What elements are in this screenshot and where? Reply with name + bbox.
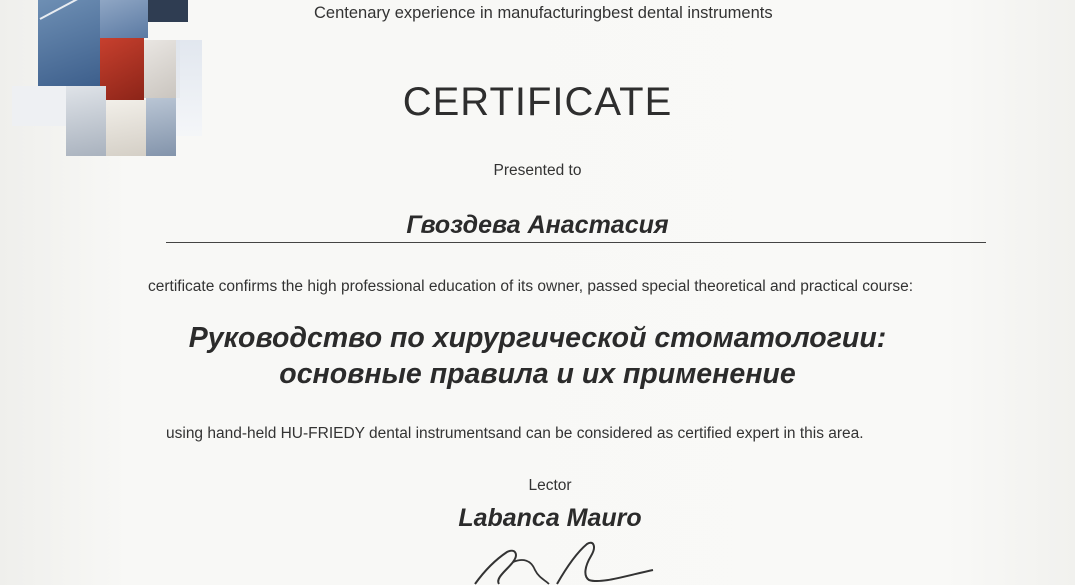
certificate-title: CERTIFICATE [402, 80, 673, 124]
confirmation-text: certificate confirms the high professional education of its owner, passed special theoretical and practical course: [148, 278, 914, 295]
course-title-line-1: Руководство по хирургической стоматологии: [188, 322, 887, 354]
recipient-underline [166, 242, 986, 243]
lector-name: Labanca Mauro [458, 504, 642, 532]
company-tagline: Centenary experience in manufacturingbest dental instruments [314, 4, 773, 22]
recipient-name: Гвоздева Анастасия [406, 211, 669, 239]
lector-label: Lector [528, 477, 572, 494]
handwritten-signature-icon [465, 540, 665, 585]
course-title-line-2: основные правила и их применение [279, 358, 796, 390]
usage-text: using hand-held HU-FRIEDY dental instrumentsand can be considered as certified expert in this area. [166, 425, 864, 442]
course-title [0, 320, 1075, 392]
presented-to-label: Presented to [493, 162, 582, 179]
